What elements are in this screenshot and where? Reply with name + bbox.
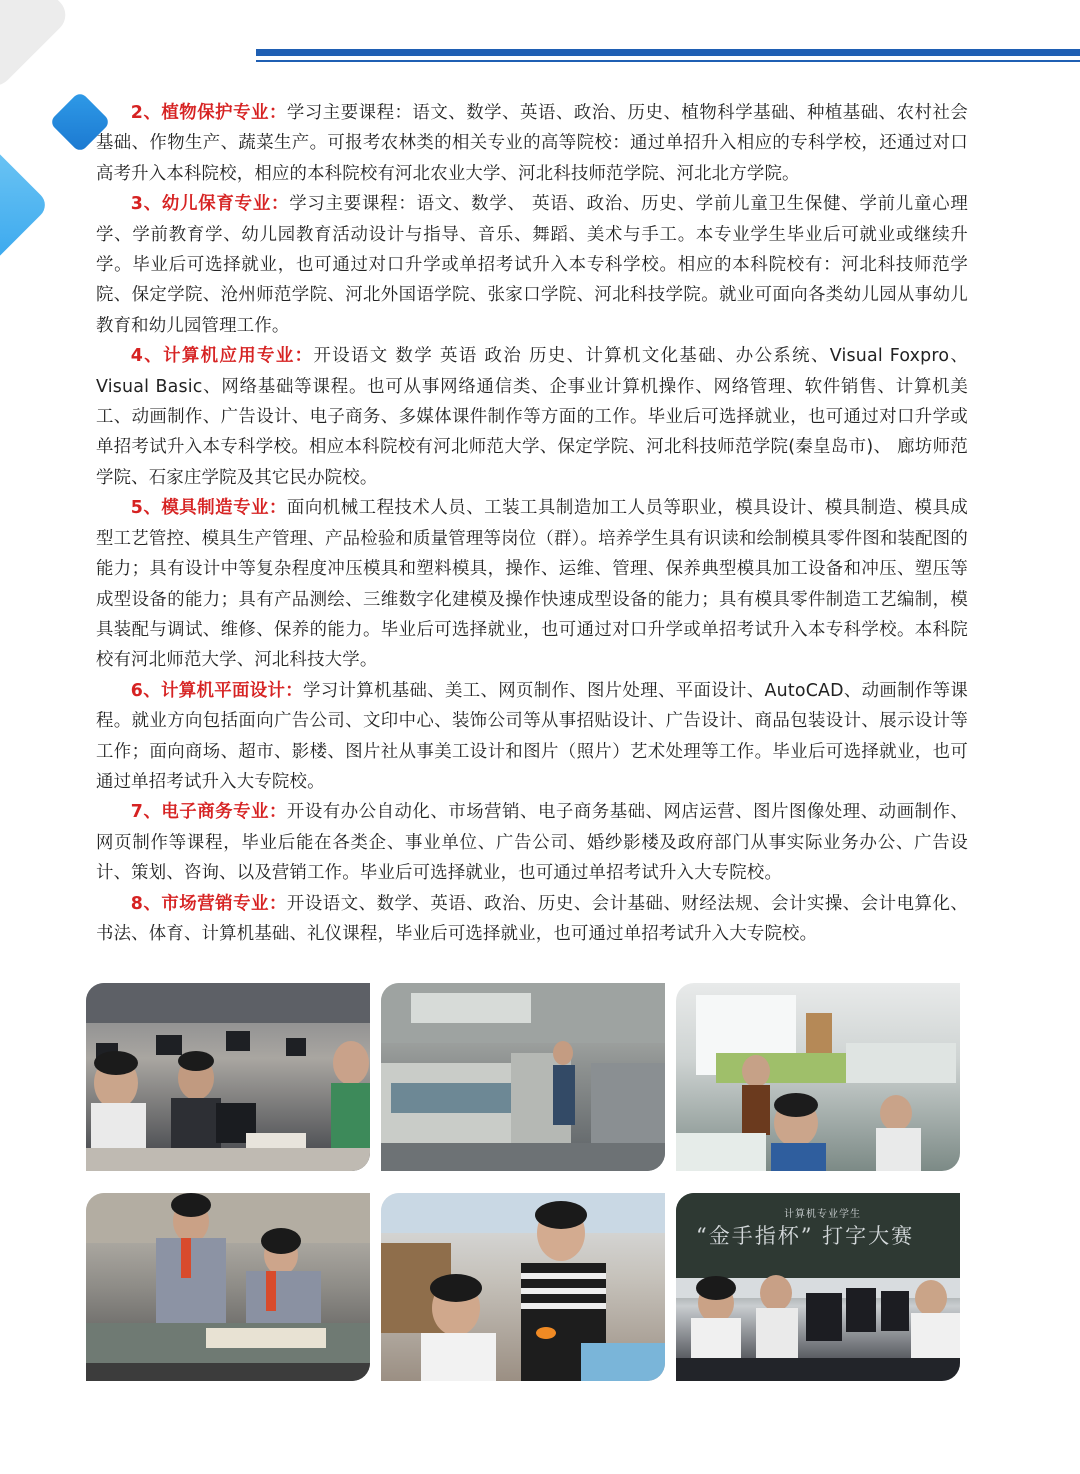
major-description: 开设语文 数学 英语 政治 历史、计算机文化基础、办公系统、Visual Foxpro、Visual Basic、网络基础等课程。也可从事网络通信类、企事业计算机操作、网络管理、软件销售、计算机美工、动画制作、广告设计、电子商务、多媒体课件制作等方面的工作。毕业后可选择就业，也可通过对口升学或单招考试升入本专科学校。相应本科院校有河北师范大学、保定学院、河北科技师范学院(秦皇岛市)、 廊坊师范学院、石家庄学院及其它民办院校。: [96, 346, 968, 488]
majors-text: [96, 98, 968, 949]
major-heading: 2、植物保护专业：: [130, 103, 287, 123]
major-heading: 8、市场营销专业：: [130, 893, 287, 914]
major-marketing: [96, 889, 968, 950]
chalkboard-title: “金手指杯” 打字大赛: [696, 1224, 915, 1248]
major-heading: 4、计算机应用专业：: [130, 346, 314, 367]
major-description: 学习主要课程：语文、数学、 英语、政治、历史、学前儿童卫生保健、学前儿童心理学、学前教育学、幼儿园教育活动设计与指导、音乐、舞蹈、美术与手工。本专业学生毕业后可就业或继续升学。毕业后可选择就业，也可通过对口升学或单招考试升入本专科学校。相应的本科院校有：河北科技师范学院、保定学院、沧州师范学院、河北外国语学院、张家口学院、河北科技学院。就业可面向各类幼儿园从事幼儿教育和幼儿园管理工作。: [96, 194, 969, 336]
photo-computer-lab: [86, 983, 370, 1171]
major-heading: 6、计算机平面设计：: [130, 680, 304, 701]
chalkboard-subtitle: 计算机专业学生: [784, 1209, 861, 1220]
major-description: 学习计算机基础、美工、网页制作、图片处理、平面设计、AutoCAD、动画制作等课程。就业方向包括面向广告公司、文印中心、装饰公司等从事招贴设计、广告设计、商品包装设计、展示设计等工作；面向商场、超市、影楼、图片社从事美工设计和图片（照片）艺术处理等工作。毕业后可选择就业，也可通过单招考试升入大专院校。: [96, 680, 968, 792]
major-plant-protection: [96, 98, 968, 189]
blue-diamond-large: [0, 141, 51, 268]
photo-lathe-workshop: [86, 1193, 370, 1381]
major-computer-application: [96, 341, 968, 493]
photo-handicraft-class: [381, 1193, 665, 1381]
photo-typing-contest: [676, 1193, 960, 1381]
photo-knitting-machines: [381, 983, 665, 1171]
corner-gray-diamond: [0, 0, 73, 93]
header-rule-thick: [256, 49, 1080, 56]
major-graphic-design: [96, 676, 968, 798]
major-childcare: [96, 189, 968, 341]
major-description: 学习主要课程：语文、数学、英语、政治、历史、植物科学基础、种植基础、农村社会基础、作物生产、蔬菜生产。可报考农林类的相关专业的高等院校：通过单招升入相应的专科学校，还通过对口高考升入本科院校，相应的本科院校有河北农业大学、河北科技师范学院、河北北方学院。: [96, 103, 968, 184]
major-heading: 5、模具制造专业：: [130, 498, 287, 519]
major-e-commerce: [96, 797, 968, 888]
major-heading: 7、电子商务专业：: [130, 802, 287, 823]
major-heading: 3、幼儿保育专业：: [130, 194, 290, 215]
photo-grid: [86, 983, 962, 1381]
major-mold-manufacturing: [96, 493, 968, 675]
major-description: 开设语文、数学、英语、政治、历史、会计基础、财经法规、会计实操、会计电算化、书法、体育、计算机基础、礼仪课程，毕业后可选择就业，也可通过单招考试升入大专院校。: [96, 893, 968, 944]
major-description: 开设有办公自动化、市场营销、电子商务基础、网店运营、图片图像处理、动画制作、网页制作等课程，毕业后能在各类企、事业单位、广告公司、婚纱影楼及政府部门从事实际业务办公、广告设计、策划、咨询、以及营销工作。毕业后可选择就业，也可通过单招考试升入大专院校。: [96, 802, 968, 884]
major-description: 面向机械工程技术人员、工装工具制造加工人员等职业，模具设计、模具制造、模具成型工艺管控、模具生产管理、产品检验和质量管理等岗位（群）。培养学生具有识读和绘制模具零件图和装配图的能力；具有设计中等复杂程度冲压模具和塑料模具，操作、运维、管理、保养典型模具加工设备和冲压、塑压等成型设备的能力；具有产品测绘、三维数字化建模及操作快速成型设备的能力；具有模具零件制造工艺编制，模具装配与调试、维修、保养的能力。毕业后可选择就业，也可通过对口升学或单招考试升入本专科学校。本科院校有河北师范大学、河北科技大学。: [96, 498, 968, 671]
photo-classroom: [676, 983, 960, 1171]
chalkboard-text: [696, 1205, 948, 1250]
header-rule-thin: [256, 60, 1080, 62]
